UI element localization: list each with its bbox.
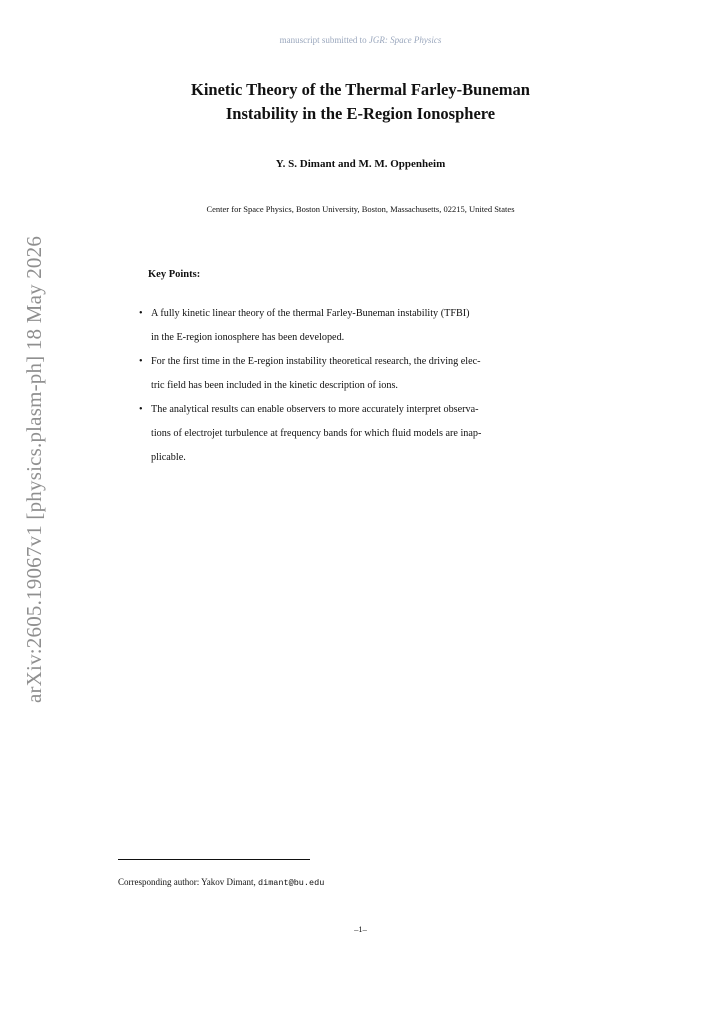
author-email: dimant@bu.edu xyxy=(258,878,325,888)
corresponding-author-footnote xyxy=(118,877,324,888)
key-point-item xyxy=(138,350,578,398)
author-list: Y. S. Dimant and M. M. Oppenheim xyxy=(275,158,446,170)
bullet-marker: • xyxy=(139,308,143,319)
key-point-line: tions of electrojet turbulence at frequency bands for which fluid models are inap- xyxy=(151,428,482,439)
page-number: –1– xyxy=(354,924,367,934)
arxiv-stamp-text: arXiv:2605.19067v1 [physics.plasm-ph] 18 May 2026 xyxy=(22,235,47,703)
key-point-item xyxy=(138,398,578,470)
key-point-item xyxy=(138,302,578,350)
key-point-line: The analytical results can enable observers to more accurately interpret observa- xyxy=(151,404,479,415)
bullet-marker: • xyxy=(139,356,143,367)
key-points-heading: Key Points: xyxy=(148,269,201,280)
footnote-divider xyxy=(118,859,310,860)
key-point-line: For the first time in the E-region instability theoretical research, the driving elec- xyxy=(151,356,481,367)
key-point-line: in the E-region ionosphere has been developed. xyxy=(151,332,345,343)
key-point-line: A fully kinetic linear theory of the thermal Farley-Buneman instability (TFBI) xyxy=(151,308,470,319)
header-prefix: manuscript submitted to xyxy=(279,35,369,45)
affiliation: Center for Space Physics, Boston University, Boston, Massachusetts, 02215, United States xyxy=(206,204,515,214)
manuscript-header xyxy=(0,35,721,45)
paper-title xyxy=(100,78,621,126)
journal-name: JGR: Space Physics xyxy=(368,35,442,45)
arxiv-sidebar-stamp xyxy=(4,235,66,703)
footnote-label: Corresponding author: Yakov Dimant, xyxy=(118,877,258,887)
key-point-line: plicable. xyxy=(151,452,186,463)
key-points-list xyxy=(138,302,578,470)
title-line-2: Instability in the E-Region Ionosphere xyxy=(225,104,496,123)
bullet-marker: • xyxy=(139,404,143,415)
key-point-line: tric field has been included in the kinetic description of ions. xyxy=(151,380,398,391)
title-line-1: Kinetic Theory of the Thermal Farley-Buneman xyxy=(191,80,530,99)
